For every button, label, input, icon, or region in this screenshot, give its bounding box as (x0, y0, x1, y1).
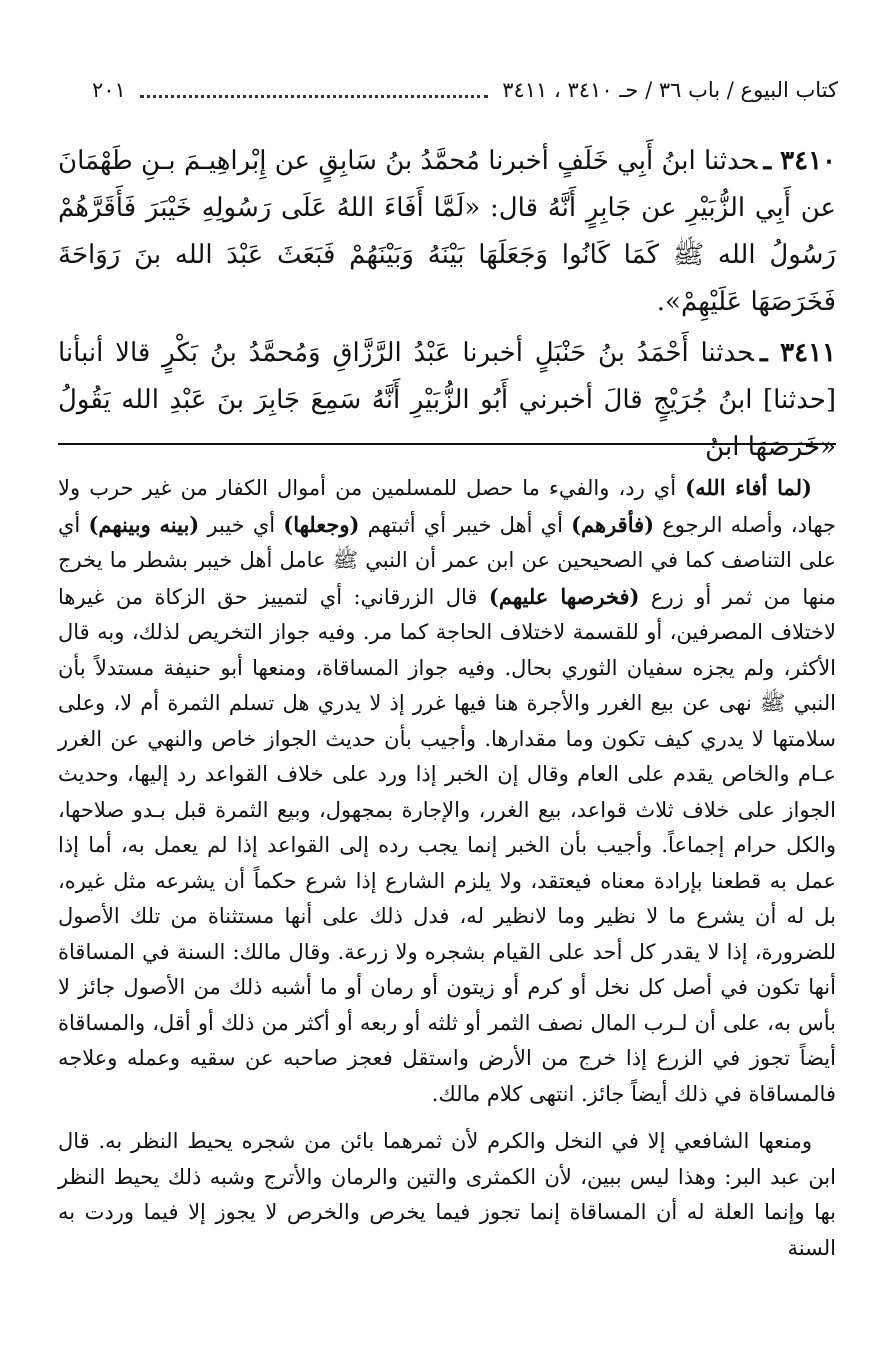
commentary-text: قال الزرقاني: أي لتمييز حق الزكاة من غيرها لاختلاف المصرفين، أو للقسمة لاختلاف الحاجة كما مر. وفيه جواز التخريص لذلك، وبه قال الأكثر، ولم يجزه سفيان الثوري بحال. وفيه جواز المساقاة، ومنعها أبو حنيفة مستدلاً بأن النبي ﷺ نهى عن بيع الغرر والأجرة هنا فيها غرر إذ لا يدري هل تسلم الثمرة أم لا، وعلى سلامتها لا يدري كيف تكون وما مقدارها. وأجيب بأن حديث الجواز خاص والنهي عن الغرر عـام والخاص يقدم على العام وقال إن الخبر إذا ورد على خلاف القواعد رد إليها، وحديث الجواز على خلاف ثلاث قواعد، بيع الغرر، والإجارة بمجهول، وبيع الثمرة قبل بـدو صلاحها، والكل حرام إجماعاً. وأجيب بأن الخبر إنما يجب رده إلى القواعد إذا لم يعمل به، أما إذا عمل به قطعنا بإرادة معناه فيعتقد، ولا يلزم الشارع إذا شرع حكماً أن يشرعه مثل غيره، بل له أن يشرع ما لا نظير وما لانظير له، فدل ذلك على أنها مستثناة من تلك الأصول للضرورة، إذا لا يقدر كل أحد على القيام بشجره ولا زرعة. وقال مالك: السنة في المساقاة أنها تكون في أصل كل نخل أو كرم أو زيتون أو رمان أو ما أشبه ذلك من الأصول جائز لا بأس به، على أن لـرب المال نصف الثمر أو ثلثه أو ربعه أو أكثر من ذلك أو أقل، والمساقاة أيضاً تجوز في الزرع إذا خرج من الأرض واستقل فعجز صاحبه عن سقيه وعمله وعلاجه فالمساقاة في ذلك أيضاً جائز. انتهى كلام مالك. (58, 584, 836, 1106)
hadith-3410 (58, 138, 836, 326)
commentary-text: أي على التناصف كما في الصحيحين عن ابن عمر أن النبي ﷺ عامل أهل خيبر بشطر ما يخرج منها من ثمر أو زرع (58, 512, 837, 609)
hadith-number: ٣٤١٠ ـ (763, 146, 837, 176)
commentary-keyword: (وجعلها) (283, 511, 360, 537)
commentary-keyword: (بينه وبينهم) (88, 511, 200, 537)
section-divider (58, 443, 836, 445)
hadith-texts (58, 138, 836, 475)
commentary-keyword: (فأقرهم) (571, 511, 655, 537)
hadith-number: ٣٤١١ ـ (759, 338, 836, 368)
commentary-text: أي أهل خيبر أي أثبتهم (359, 512, 572, 537)
commentary-text: أي رد، والفيء ما حصل للمسلمين من أموال الكفار من غير حرب ولا جهاد، وأصله الرجوع (58, 476, 837, 537)
page-number: ٢٠١ (92, 78, 126, 102)
commentary-keyword: (فخرصها عليهم) (488, 583, 640, 609)
header-title: كتاب البيوع / باب ٣٦ / حـ ٣٤١٠ ، ٣٤١١ (502, 78, 838, 102)
hadith-3411 (58, 330, 836, 471)
header-leader-dots (140, 95, 488, 98)
commentary-keyword: (لما أفاء الله) (685, 475, 812, 500)
commentary-paragraph (58, 470, 836, 1112)
commentary (58, 470, 836, 1266)
hadith-text: حدثنا ابنُ أَبِي خَلَفٍ أخبرنا مُحمَّدُ بنُ سَابِقٍ عن إِبْراهِيـمَ بـنِ طَهْمَانَ عن أَبِي الزُّبَيْرِ عن جَابِرٍ أَنَّهُ قال: «لَمَّا أَفَاءَ اللهُ عَلَى رَسُولِهِ خَيْبَرَ فَأَقَرَّهُمْ رَسُولُ الله ﷺ كَمَا كَانُوا وَجَعَلَهَا بَيْنَهُ وَبَيْنَهُمْ فَبَعَثَ عَبْدَ الله بنَ رَوَاحَةَ فَخَرَصَهَا عَلَيْهِمْ». (58, 146, 836, 317)
hadith-text: حدثنا أَحْمَدُ بنُ حَنْبَلٍ أخبرنا عَبْدُ الرَّزَّاقِ وَمُحمَّدُ بنُ بَكْرٍ قالا أنبأنا [حدثنا] ابنُ جُرَيْجٍ قالَ أخبرني أَبُو الزُّبَيْرِ أَنَّهُ سَمِعَ جَابِرَ بنَ عَبْدِ الله يَقُولُ «خَرَصَهَا ابنُ (58, 338, 836, 462)
commentary-text: أي خيبر (199, 512, 284, 537)
running-header (92, 72, 838, 108)
commentary-paragraph: ومنعها الشافعي إلا في النخل والكرم لأن ثمرهما بائن من شجره يحيط النظر به. قال ابن عبد البر: وهذا ليس ببين، لأن الكمثرى والتين والرمان والأترج وشبه ذلك يحيط النظر بها وإنما العلة له أن المساقاة إنما تجوز فيما يخرص والخرص لا يجوز إلا فيما وردت به السنة (58, 1129, 836, 1260)
